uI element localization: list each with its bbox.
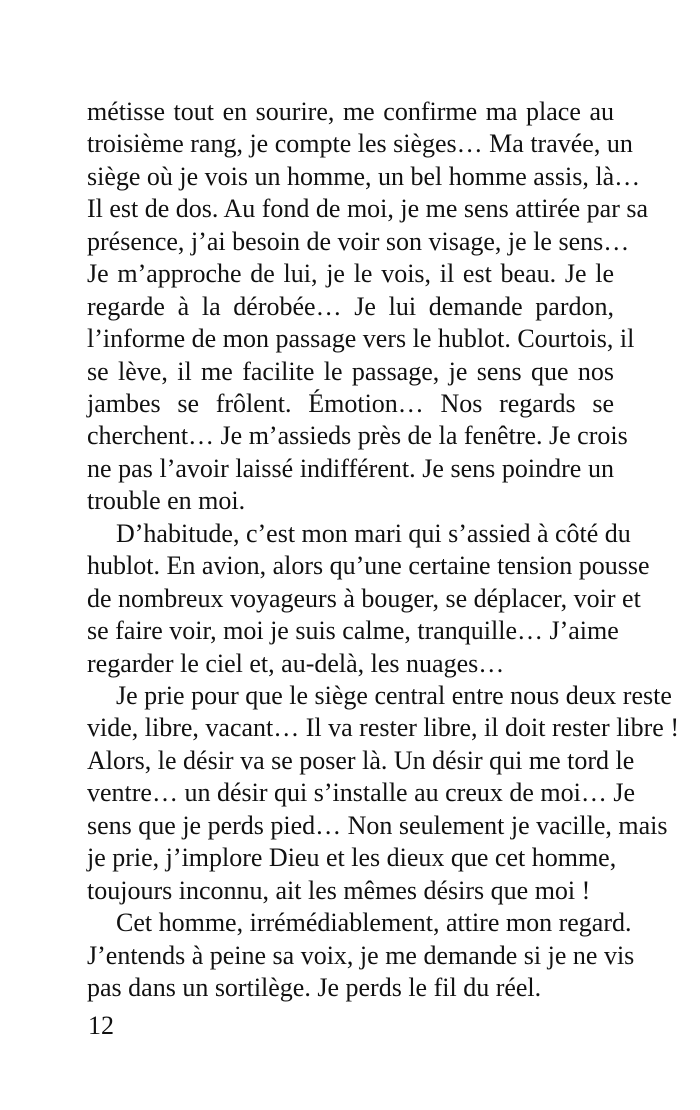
text-line: troisième rang, je compte les sièges… Ma travée, un [87, 129, 633, 158]
text-line: hublot. En avion, alors qu’une certaine tension pousse [87, 551, 650, 580]
text-line: cherchent… Je m’assieds près de la fenêtre. Je crois [87, 421, 628, 450]
text-line: D’habitude, c’est mon mari qui s’assied à côté du [116, 519, 631, 548]
text-line: Alors, le désir va se poser là. Un désir qui me tord le [87, 746, 635, 775]
text-line: trouble en moi. [87, 486, 246, 515]
text-line: pas dans un sortilège. Je perds le fil du réel. [87, 973, 542, 1002]
text-line: jambes se frôlent. Émotion… Nos regards se [87, 389, 614, 418]
text-line: de nombreux voyageurs à bouger, se déplacer, voir et [87, 584, 641, 613]
text-line: toujours inconnu, ait les mêmes désirs que moi ! [87, 876, 591, 905]
text-line: je prie, j’implore Dieu et les dieux que cet homme, [87, 843, 617, 872]
text-line: Je prie pour que le siège central entre nous deux reste [116, 681, 672, 710]
page-number: 12 [88, 1011, 114, 1040]
text-line: vide, libre, vacant… Il va rester libre, il doit rester libre ! [87, 713, 679, 742]
text-line: regarde à la dérobée… Je lui demande pardon, [87, 292, 614, 321]
text-line: se lève, il me facilite le passage, je sens que nos [87, 357, 614, 386]
text-line: Cet homme, irrémédiablement, attire mon regard. [116, 908, 632, 937]
text-line: siège où je vois un homme, un bel homme assis, là… [87, 162, 641, 191]
text-line: ne pas l’avoir laissé indifférent. Je sens poindre un [87, 454, 614, 483]
text-line: ventre… un désir qui s’installe au creux de moi… Je [87, 778, 636, 807]
text-line: Il est de dos. Au fond de moi, je me sens attirée par sa [87, 194, 649, 223]
text-line: métisse tout en sourire, me confirme ma place au [87, 97, 614, 126]
text-line: présence, j’ai besoin de voir son visage, je le sens… [87, 227, 630, 256]
text-line: l’informe de mon passage vers le hublot. Courtois, il [87, 324, 635, 353]
text-line: regarder le ciel et, au-delà, les nuages… [87, 649, 505, 678]
text-line: se faire voir, moi je suis calme, tranquille… J’aime [87, 616, 619, 645]
text-line: Je m’approche de lui, je le vois, il est beau. Je le [87, 259, 614, 288]
text-line: sens que je perds pied… Non seulement je vacille, mais [87, 811, 668, 840]
text-line: J’entends à peine sa voix, je me demande si je ne vis [87, 941, 635, 970]
